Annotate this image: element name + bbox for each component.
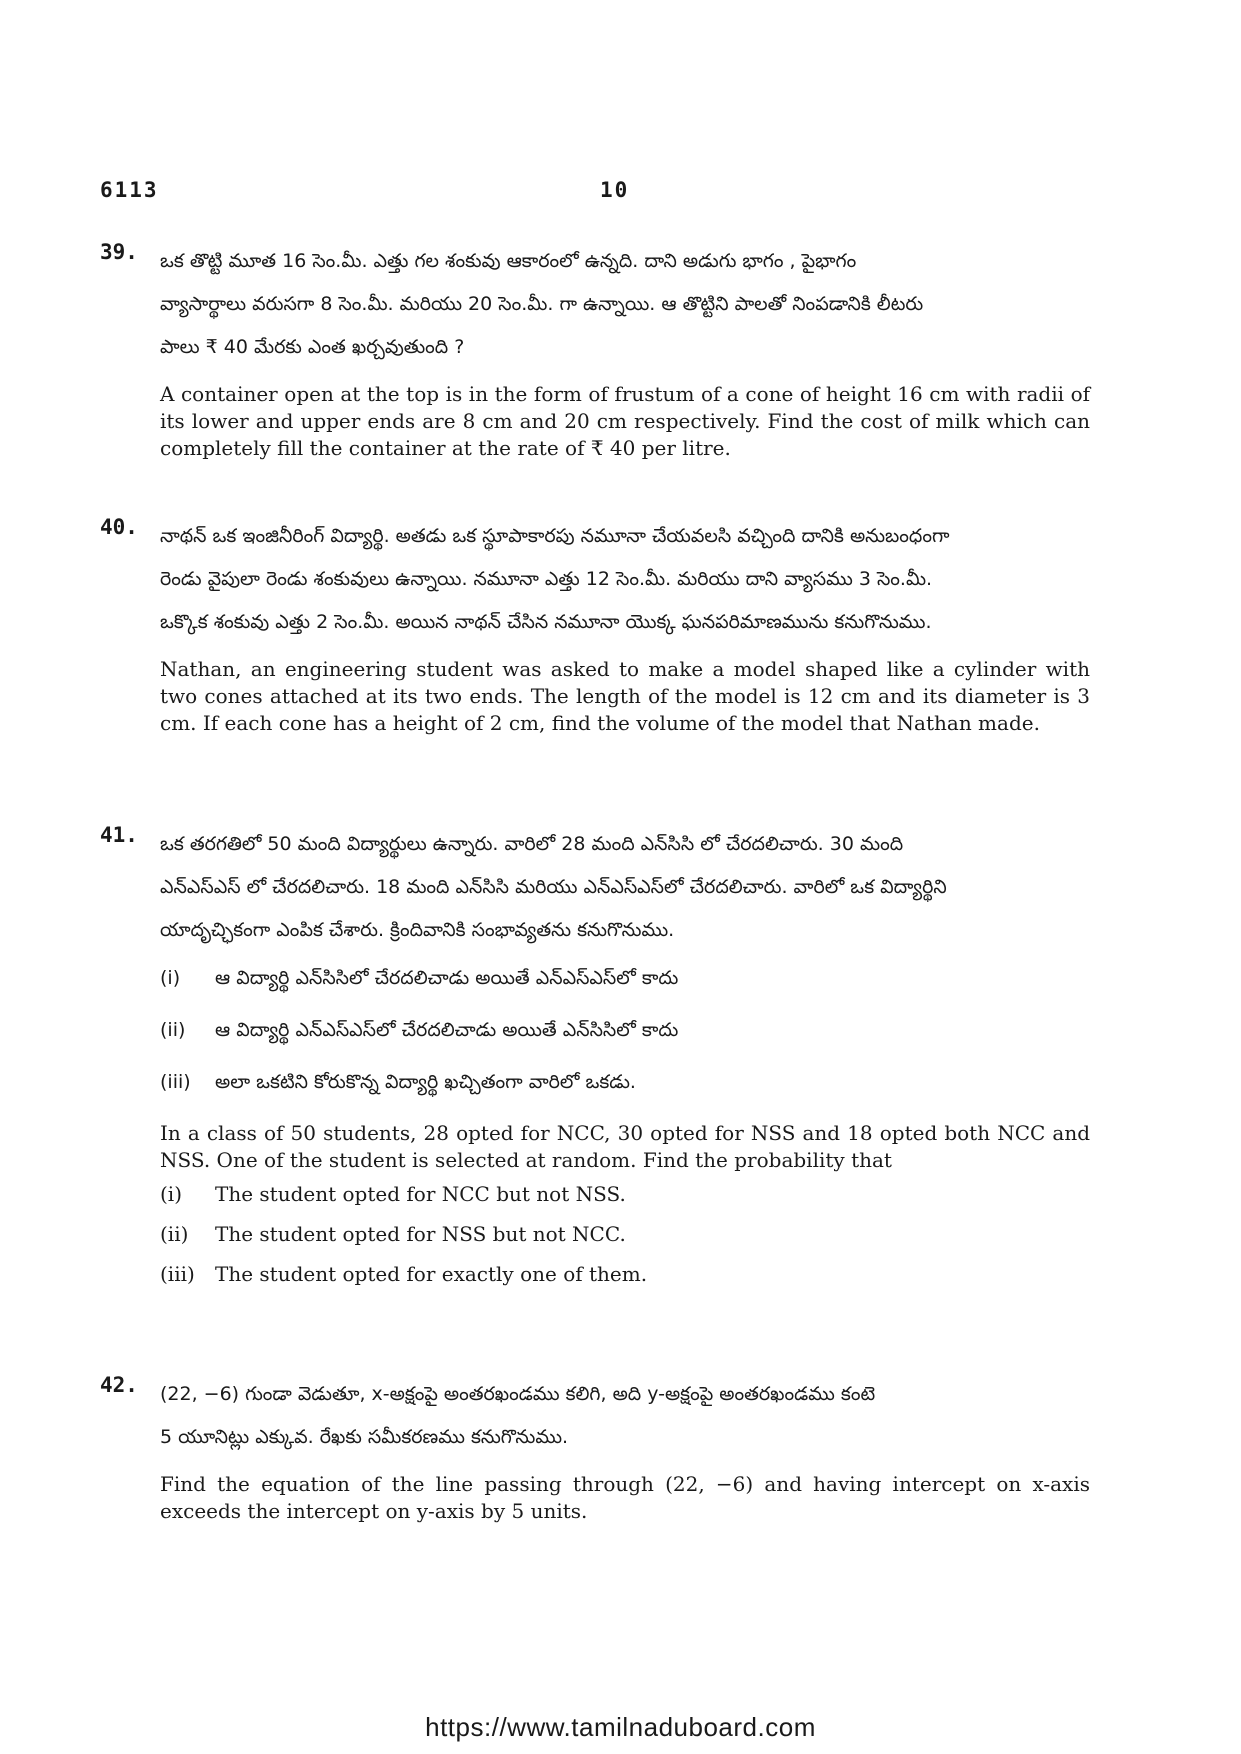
- telugu-line: ఒక్కొక శంకువు ఎత్తు 2 సెం.మీ. అయిన నాథన్ చేసిన నమూనా యొక్క ఘనపరిమాణమును కనుగొనుము.: [160, 611, 932, 633]
- telugu-line: 5 యూనిట్లు ఎక్కువ. రేఖకు సమీకరణము కనుగొనుము.: [160, 1426, 569, 1448]
- telugu-line: ఒక తొట్టి మూత 16 సెం.మీ. ఎత్తు గల శంకువు ఆకారంలో ఉన్నది. దాని అడుగు భాగం , పైభాగం: [160, 250, 857, 272]
- subpart-label: (i): [160, 1182, 183, 1206]
- question-number: 41.: [100, 823, 138, 847]
- english-text: [160, 381, 1090, 462]
- english-line: NCC and NSS. One of the student is selected at random. Find the probability: [160, 1121, 1091, 1172]
- subpart-label: (iii): [160, 1262, 195, 1286]
- english-line: A container open at the top is in the form of frustum of a cone of height 16 cm: [160, 382, 960, 406]
- english-line: In a class of 50 students, 28 opted for NCC, 30 opted for NSS and 18 opted both: [160, 1121, 991, 1145]
- english-text: [160, 1120, 1090, 1174]
- telugu-subpart: [160, 1004, 1090, 1056]
- english-line: Find the equation of the line passing through (22, −6) and having intercept on: [160, 1472, 1022, 1496]
- question-number: 40.: [100, 515, 138, 539]
- subpart-text: ఆ విద్యార్థి ఎన్‌ఎస్‌ఎస్‌లో చేరదలిచాడు అయితే ఎన్‌సిసిలో కాదు: [215, 1019, 679, 1041]
- telugu-line: వ్యాసార్థాలు వరుసగా 8 సెం.మీ. మరియు 20 సెం.మీ. గా ఉన్నాయి. ఆ తొట్టిని పాలతో నింపడానికి లీటరు: [160, 293, 924, 315]
- paper-code: 6113: [100, 178, 159, 202]
- question-number: 42.: [100, 1373, 138, 1397]
- english-text: [160, 1471, 1090, 1525]
- english-subpart: [160, 1214, 1090, 1254]
- page-number: 10: [600, 178, 630, 202]
- english-subpart: [160, 1174, 1090, 1214]
- english-line: cost of milk which can completely fill the container at the rate of ₹ 40 per litre.: [160, 409, 1090, 460]
- english-line: Nathan, an engineering student was asked to make a model shaped like a cylinder: [160, 657, 1037, 681]
- english-line: x-axis exceeds the intercept on y-axis by 5 units.: [160, 1472, 1090, 1523]
- telugu-subpart: [160, 952, 1090, 1004]
- english-text: [160, 656, 1090, 737]
- telugu-line: (22, −6) గుండా వెడుతూ, x-అక్షంపై అంతరఖండము కలిగి, అది y-అక్షంపై అంతరఖండము కంటె: [160, 1383, 876, 1405]
- subpart-label: (ii): [160, 1019, 186, 1041]
- subpart-label: (i): [160, 967, 181, 989]
- telugu-line: ఎన్‌ఎస్‌ఎస్ లో చేరదలిచారు. 18 మంది ఎన్‌సిసి మరియు ఎన్‌ఎస్‌ఎస్‌లో చేరదలిచారు. వారిలో ఒక విద్యార్థిని: [160, 876, 947, 898]
- subpart-text: ఆ విద్యార్థి ఎన్‌సిసిలో చేరదలిచాడు అయితే ఎన్‌ఎస్‌ఎస్‌లో కాదు: [215, 967, 679, 989]
- subpart-text: The student opted for NCC but not NSS.: [215, 1182, 626, 1206]
- telugu-line: రెండు వైపులా రెండు శంకువులు ఉన్నాయి. నమూనా ఎత్తు 12 సెం.మీ. మరియు దాని వ్యాసము 3 సెం.మీ.: [160, 568, 933, 590]
- english-line: with radii of its lower and upper ends are 8 cm and 20 cm respectively. Find the: [160, 382, 1091, 433]
- subpart-label: (ii): [160, 1222, 189, 1246]
- subpart-text: The student opted for NSS but not NCC.: [215, 1222, 626, 1246]
- telugu-line: పాలు ₹ 40 మేరకు ఎంత ఖర్చవుతుంది ?: [160, 336, 465, 358]
- question-41: [100, 823, 1090, 1294]
- question-39: [100, 240, 1090, 462]
- subpart-label: (iii): [160, 1071, 191, 1093]
- english-line: diameter is 3 cm. If each cone has a height of 2 cm, find the volume of the model: [160, 684, 1090, 735]
- question-number: 39.: [100, 240, 138, 264]
- page-header: [100, 178, 1100, 208]
- english-line: that: [851, 1148, 892, 1172]
- english-line: with two cones attached at its two ends. The length of the model is 12 cm and its: [160, 657, 1090, 708]
- telugu-line: యాదృచ్ఛికంగా ఎంపిక చేశారు. క్రిందివానికి సంభావ్యతను కనుగొనుము.: [160, 919, 675, 941]
- question-42: [100, 1373, 1090, 1525]
- telugu-subpart: [160, 1056, 1090, 1108]
- question-40: [100, 515, 1090, 737]
- telugu-line: నాథన్ ఒక ఇంజినీరింగ్ విద్యార్థి. అతడు ఒక స్థూపాకారపు నమూనా చేయవలసి వచ్చింది దానికి అనుబంధంగా: [160, 525, 950, 547]
- telugu-line: ఒక తరగతిలో 50 మంది విద్యార్థులు ఉన్నారు. వారిలో 28 మంది ఎన్‌సిసి లో చేరదలిచారు. 30 మంది: [160, 833, 904, 855]
- english-subpart: [160, 1254, 1090, 1294]
- subpart-text: The student opted for exactly one of them.: [215, 1262, 648, 1286]
- english-line: that Nathan made.: [849, 711, 1040, 735]
- footer-url[interactable]: https://www.tamilnaduboard.com: [425, 1712, 816, 1742]
- subpart-text: అలా ఒకటిని కోరుకొన్న విద్యార్థి ఖచ్చితంగా వారిలో ఒకడు.: [215, 1071, 636, 1093]
